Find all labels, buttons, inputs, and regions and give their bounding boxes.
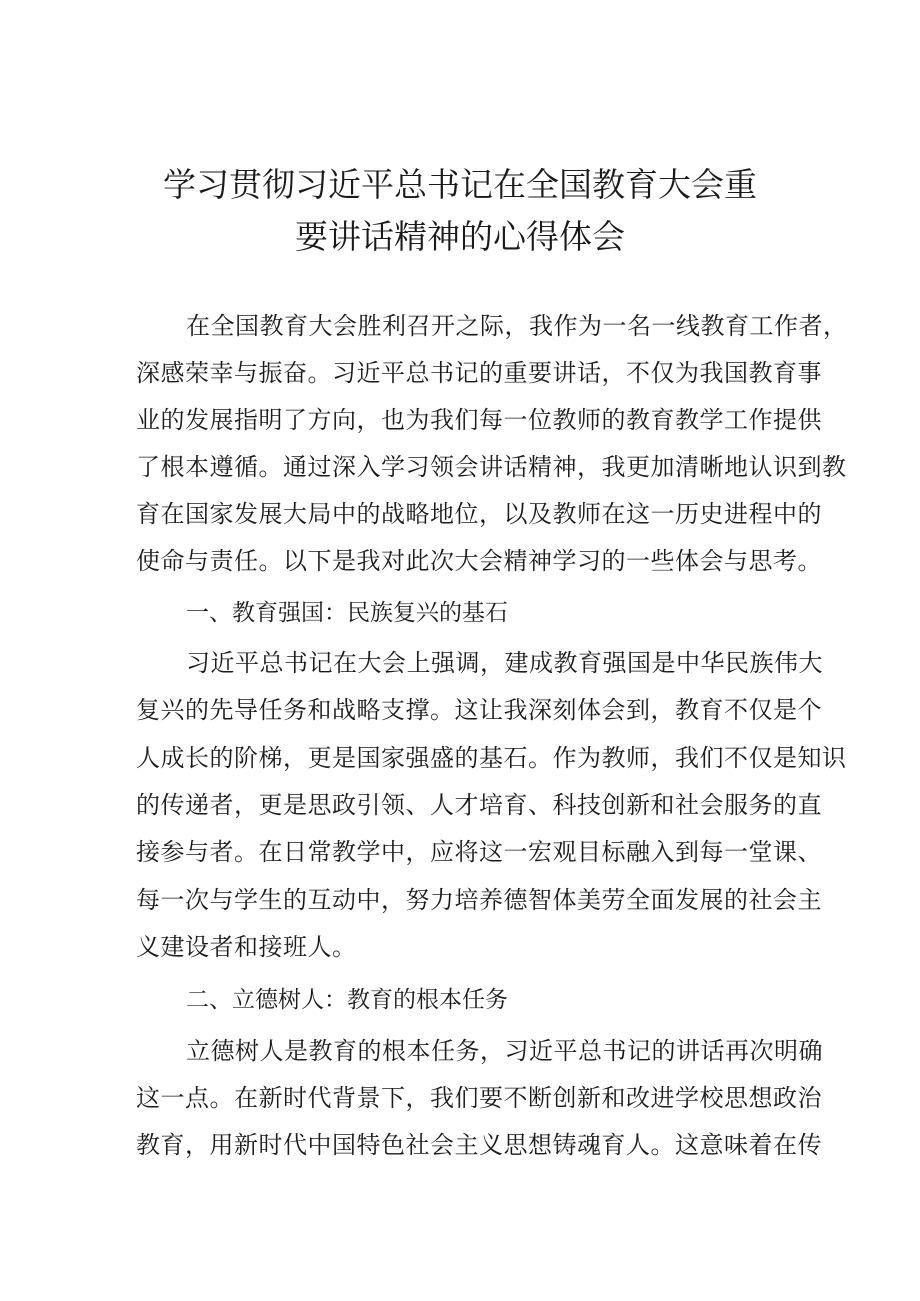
section-1-line-2: 复兴的先导任务和战略支撑。这让我深刻体会到，教育不仅是个 [136,696,822,724]
section-2-line-3: 教育，用新时代中国特色社会主义思想铸魂育人。这意味着在传 [136,1131,822,1159]
section-1-line-1: 习近平总书记在大会上强调，建成教育强国是中华民族伟大 [186,649,823,677]
section-2-heading: 二、立德树人：教育的根本任务 [186,987,508,1013]
intro-line-5: 育在国家发展大局中的战略地位，以及教师在这一历史进程中的 [136,500,822,528]
intro-line-1: 在全国教育大会胜利召开之际，我作为一名一线教育工作者， [186,312,848,340]
intro-line-2: 深感荣幸与振奋。习近平总书记的重要讲话，不仅为我国教育事 [136,359,822,387]
intro-line-6: 使命与责任。以下是我对此次大会精神学习的一些体会与思考。 [136,547,822,575]
section-2-line-1: 立德树人是教育的根本任务，习近平总书记的讲话再次明确 [186,1037,823,1065]
intro-line-4: 了根本遵循。通过深入学习领会讲话精神，我更加清晰地认识到教 [136,453,847,481]
document-title-line-2: 要讲话精神的心得体会 [295,217,625,256]
section-1-heading: 一、教育强国：民族复兴的基石 [186,600,508,626]
document-title-line-1: 学习贯彻习近平总书记在全国教育大会重 [163,165,757,204]
section-1-line-3: 人成长的阶梯，更是国家强盛的基石。作为教师，我们不仅是知识 [136,744,847,772]
section-1-line-5: 接参与者。在日常教学中，应将这一宏观目标融入到每一堂课、 [136,838,822,866]
section-1-line-6: 每一次与学生的互动中，努力培养德智体美劳全面发展的社会主 [136,886,822,914]
section-1-line-7: 义建设者和接班人。 [136,933,357,961]
intro-line-3: 业的发展指明了方向，也为我们每一位教师的教育教学工作提供 [136,406,822,434]
section-2-line-2: 这一点。在新时代背景下，我们要不断创新和改进学校思想政治 [136,1084,822,1112]
section-1-line-4: 的传递者，更是思政引领、人才培育、科技创新和社会服务的直 [136,791,822,819]
